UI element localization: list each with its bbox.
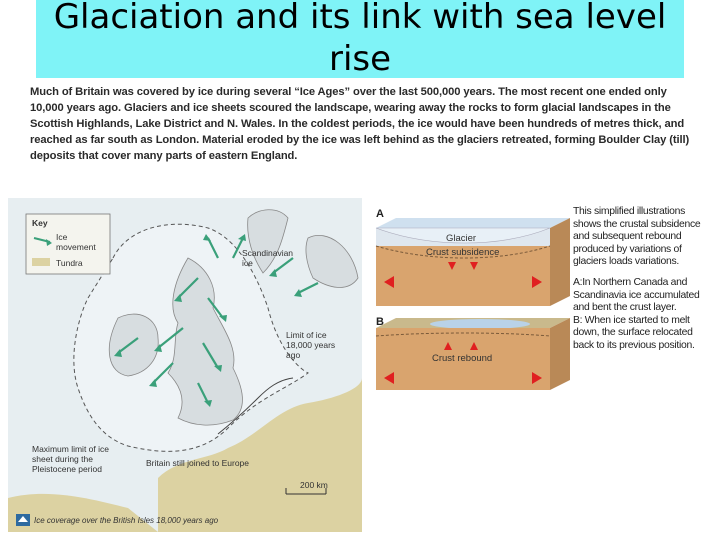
map-key-tundra: Tundra (56, 258, 83, 268)
diagram-note-b: B: When ice started to melt down, the surface relocated back to its previous position. (573, 314, 695, 351)
ice-coverage-map (8, 198, 362, 532)
intro-paragraph (30, 84, 695, 164)
map-label-britain-joined: Britain still joined to Europe (146, 458, 250, 468)
intro-text: Much of Britain was covered by ice during several “Ice Ages” over the last 500,000 years. The most recent one ended only 10,000 years ago. Glaciers and ice sheets scoured the landscape, wearing away the rocks to form glacial landscapes in the Scottish Highlands, Lake District and N. Wales. In the coldest periods, the ice would have been hundreds of metres thick, and reached as far south as London. Material eroded by the ice was left behind as the glaciers retreated, forming Boulder Clay (till) deposits that cover many parts of eastern England. (30, 86, 690, 162)
map-key-ice-movement: Ice movement (56, 232, 96, 252)
map-label-maximum-limit: Maximum limit of ice sheet during the Pleistocene period (32, 444, 109, 474)
map-key-title: Key (32, 218, 48, 228)
map-scale-label: 200 km (300, 480, 328, 490)
diagram-explanation (573, 206, 715, 353)
map-label-ice-limit: Limit of ice 18,000 years ago (286, 330, 336, 360)
diagram-description: This simplified illustrations shows the crustal subsidence and subsequent rebound produced by variations of glaciers loads variations. (573, 206, 701, 268)
red-arrows (370, 200, 570, 400)
map-label-scandinavian-ice: Scandinavian ice (242, 248, 294, 268)
slide-title: Glaciation and its link with sea level rise (53, 0, 667, 79)
diagram-label-a: A (376, 208, 384, 220)
diagram-crust-rebound-label: Crust rebound (432, 353, 493, 364)
map-caption: Ice coverage over the British Isles 18,000 years ago (34, 516, 219, 525)
diagram-label-b: B (376, 316, 384, 328)
diagram-note-a: A:In Northern Canada and Scandinavia ice accumulated and bent the crust layer. (573, 276, 700, 314)
diagram-glacier-label: Glacier (446, 233, 477, 244)
diagram-crust-subsidence-label: Crust subsidence (426, 247, 500, 258)
